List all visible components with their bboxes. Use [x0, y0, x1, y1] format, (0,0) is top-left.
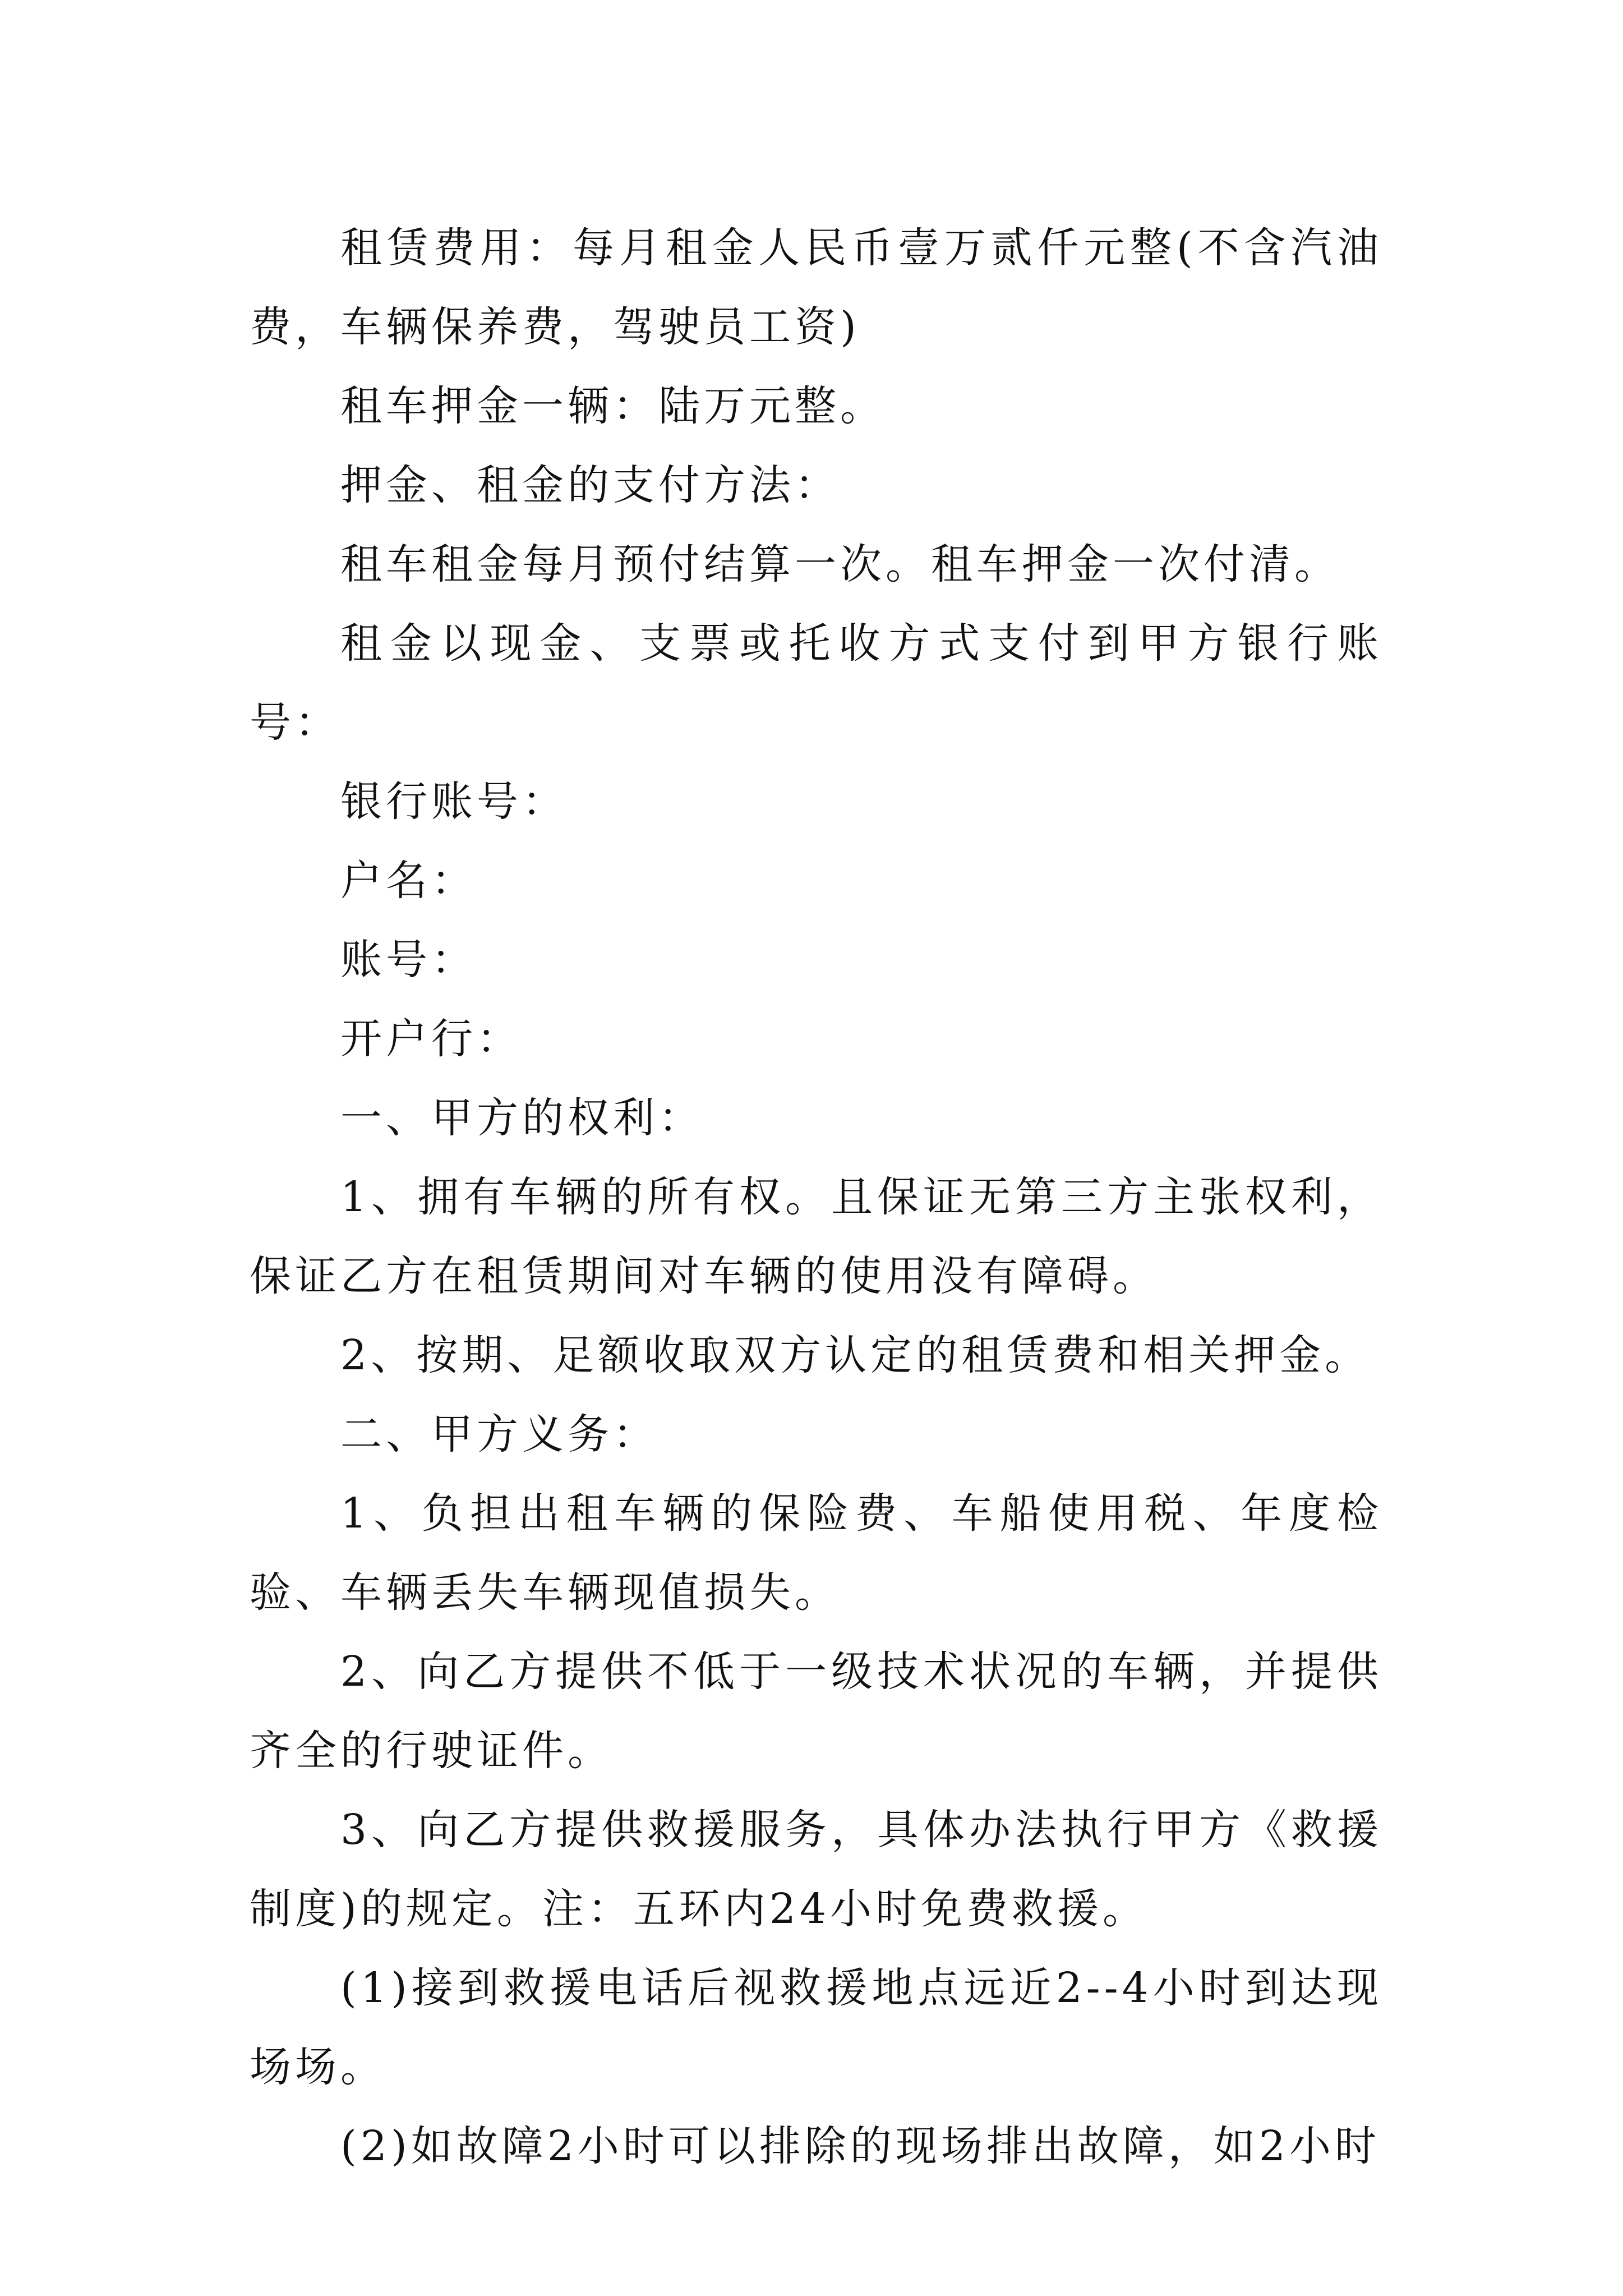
paragraph-payment-method-heading: 押金、租金的支付方法：: [340, 461, 840, 509]
clause-obligations-3: 3、向乙方提供救援服务，具体办法执行甲方《救援制度)的规定。注：五环内24小时免费救援。: [250, 1806, 1382, 1933]
section-heading-party-a-rights: 一、甲方的权利：: [340, 1094, 704, 1142]
field-bank-account: 银行账号：: [340, 777, 568, 826]
sub-clause-2: (2)如故障2小时可以排除的现场排出故障，如2小时: [340, 2122, 1380, 2170]
sub-clause-1: (1)接到救援电话后视救援地点远近2--4小时到达现场场。: [250, 1964, 1382, 2091]
paragraph-deposit: 租车押金一辆：陆万元整。: [340, 382, 886, 430]
clause-rights-1: 1、拥有车辆的所有权。且保证无第三方主张权利，保证乙方在租赁期间对车辆的使用没有障碍。: [250, 1173, 1382, 1300]
document-body: [250, 209, 1382, 2186]
field-account-name: 户名：: [340, 857, 477, 905]
field-account-number: 账号：: [340, 936, 477, 984]
paragraph-payment-channel: 租金以现金、支票或托收方式支付到甲方银行账号：: [250, 619, 1382, 747]
clause-obligations-2: 2、向乙方提供不低于一级技术状况的车辆，并提供齐全的行驶证件。: [250, 1648, 1382, 1775]
paragraph-payment-schedule: 租车租金每月预付结算一次。租车押金一次付清。: [340, 540, 1340, 588]
clause-rights-2: 2、按期、足额收取双方认定的租赁费和相关押金。: [340, 1331, 1371, 1379]
section-heading-party-a-obligations: 二、甲方义务：: [340, 1410, 658, 1458]
paragraph-rental-fee: 租赁费用：每月租金人民币壹万贰仟元整(不含汽油费，车辆保养费，驾驶员工资): [250, 224, 1382, 351]
field-opening-bank: 开户行：: [340, 1015, 522, 1063]
clause-obligations-1: 1、负担出租车辆的保险费、车船使用税、年度检验、车辆丢失车辆现值损失。: [250, 1489, 1382, 1617]
